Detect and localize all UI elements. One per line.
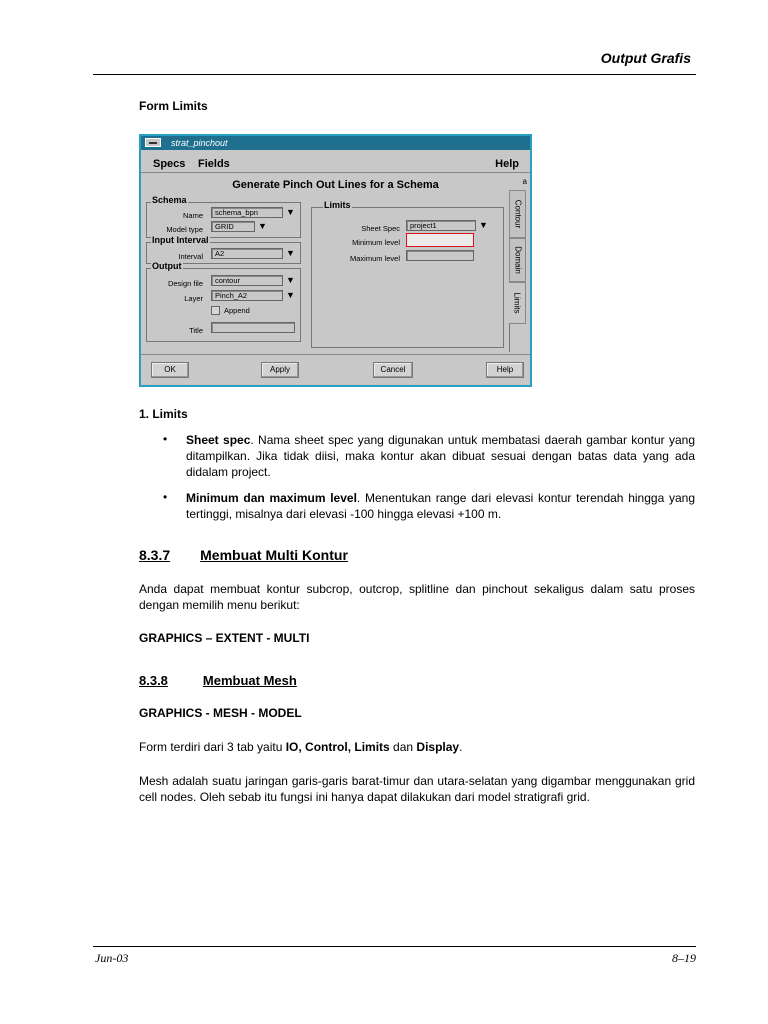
section-8-3-7-heading xyxy=(139,547,348,563)
tab-contour[interactable] xyxy=(509,190,526,238)
section-8-3-8-paragraph: Mesh adalah suatu jaringan garis-garis barat-timur dan utara-selatan yang digambar menggunakan grid cell nodes. Oleh sebab itu fungsi ini hanya dapat dilakukan dari model stratigrafi grid. xyxy=(139,774,695,804)
name-label: Name xyxy=(182,211,203,220)
title-field[interactable] xyxy=(211,322,295,333)
interval-dropdown-icon[interactable]: ▼ xyxy=(286,248,295,258)
page-header-title: Output Grafis xyxy=(600,50,691,66)
append-checkbox[interactable] xyxy=(211,306,220,315)
tab-domain-label: Domain xyxy=(513,246,522,274)
footer-rule xyxy=(93,946,696,947)
limits-group-label: Limits xyxy=(324,200,351,210)
tab-domain[interactable] xyxy=(509,238,526,282)
sheet-spec-desc: . Nama sheet spec yang digunakan untuk membatasi daerah gambar kontur yang ditampilkan. Jika tidak diisi, maka kontur akan dibuat sesuai dengan batas data yang ada didalam project. xyxy=(186,433,695,479)
schema-name-field[interactable]: schema_bpn xyxy=(211,207,283,218)
input-interval-group-label: Input Interval xyxy=(152,235,209,245)
bullet-sheet-spec xyxy=(186,432,695,480)
footer-date: Jun-03 xyxy=(95,951,129,965)
model-type-label: Model type xyxy=(166,225,203,234)
design-file-label: Design file xyxy=(167,279,203,288)
menu-specs[interactable]: Specs xyxy=(153,158,186,170)
section-8-3-7-menu-path: GRAPHICS – EXTENT - MULTI xyxy=(139,631,310,645)
sheet-spec-field[interactable]: project1 xyxy=(406,220,476,231)
help-button[interactable]: Help xyxy=(486,362,524,378)
apply-button[interactable]: Apply xyxy=(261,362,299,378)
section-8-3-7-number: 8.3.7 xyxy=(139,547,171,563)
layer-field[interactable]: Pinch_A2 xyxy=(211,290,283,301)
schema-group-label: Schema xyxy=(152,195,187,205)
corner-mark: a xyxy=(522,177,527,186)
bullet-2: • xyxy=(163,490,168,504)
min-max-term: Minimum dan maximum level xyxy=(186,491,357,505)
section-8-3-7-paragraph: Anda dapat membuat kontur subcrop, outcrop, splitline dan pinchout sekaligus dalam satu proses dengan memilih menu berikut: xyxy=(139,582,695,612)
bullet-1: • xyxy=(163,432,168,446)
bullet-min-max-level xyxy=(186,490,695,522)
model-type-field[interactable]: GRID xyxy=(211,221,255,232)
button-bar-divider xyxy=(141,354,530,355)
footer-page-number: 8–19 xyxy=(672,951,696,965)
dialog-title-bar[interactable] xyxy=(141,136,530,150)
ok-button[interactable]: OK xyxy=(151,362,189,378)
menu-help[interactable]: Help xyxy=(495,158,519,170)
window-menu-icon[interactable] xyxy=(145,138,161,147)
section-8-3-8-number: 8.3.8 xyxy=(139,673,168,688)
output-group-label: Output xyxy=(152,261,182,271)
form-text-display: Display xyxy=(416,740,460,754)
tab-limits-label: Limits xyxy=(512,292,522,314)
append-label: Append xyxy=(224,306,250,315)
sheet-spec-term: Sheet spec xyxy=(186,433,251,447)
form-text-mid: dan xyxy=(389,740,417,754)
interval-field[interactable]: A2 xyxy=(211,248,283,259)
maximum-level-label: Maximum level xyxy=(349,254,400,263)
schema-name-dropdown-icon[interactable]: ▼ xyxy=(286,207,295,217)
tab-contour-label: Contour xyxy=(513,199,522,229)
list-heading-limits: 1. Limits xyxy=(139,407,188,421)
title-label: Title xyxy=(189,326,203,335)
sheet-spec-dropdown-icon[interactable]: ▼ xyxy=(479,220,488,230)
min-max-desc: . Menentukan range dari elevasi kontur terendah hingga yang tertinggi, misalnya dari elevasi -100 hingga elevasi +100 m. xyxy=(186,491,696,521)
design-file-dropdown-icon[interactable]: ▼ xyxy=(286,275,295,285)
model-type-dropdown-icon[interactable]: ▼ xyxy=(258,221,267,231)
figure-caption: Form Limits xyxy=(139,99,208,113)
minimum-level-label: Minimum level xyxy=(352,238,400,247)
form-text-pre: Form terdiri dari 3 tab yaitu xyxy=(139,740,286,754)
minimum-level-field[interactable] xyxy=(406,233,474,247)
section-8-3-8-form-text xyxy=(139,739,462,755)
layer-dropdown-icon[interactable]: ▼ xyxy=(286,290,295,300)
section-8-3-8-menu-path: GRAPHICS - MESH - MODEL xyxy=(139,706,302,720)
maximum-level-field[interactable] xyxy=(406,250,474,261)
section-8-3-8-heading xyxy=(139,673,297,688)
form-text-end: . xyxy=(459,740,463,754)
section-8-3-7-title: Membuat Multi Kontur xyxy=(200,547,348,563)
cancel-button[interactable]: Cancel xyxy=(373,362,413,378)
layer-label: Layer xyxy=(184,294,203,303)
sheet-spec-label: Sheet Spec xyxy=(361,224,400,233)
menu-bar xyxy=(141,151,530,173)
form-text-tabs: IO, Control, Limits xyxy=(285,740,390,754)
design-file-field[interactable]: contour xyxy=(211,275,283,286)
tab-limits[interactable] xyxy=(509,282,526,324)
dialog-title: strat_pinchout xyxy=(171,138,228,148)
dialog-window xyxy=(139,134,532,387)
dialog-heading: Generate Pinch Out Lines for a Schema xyxy=(232,179,439,191)
section-8-3-8-title: Membuat Mesh xyxy=(202,673,297,688)
header-rule xyxy=(93,74,696,75)
menu-fields[interactable]: Fields xyxy=(198,158,230,170)
interval-label: Interval xyxy=(178,252,203,261)
